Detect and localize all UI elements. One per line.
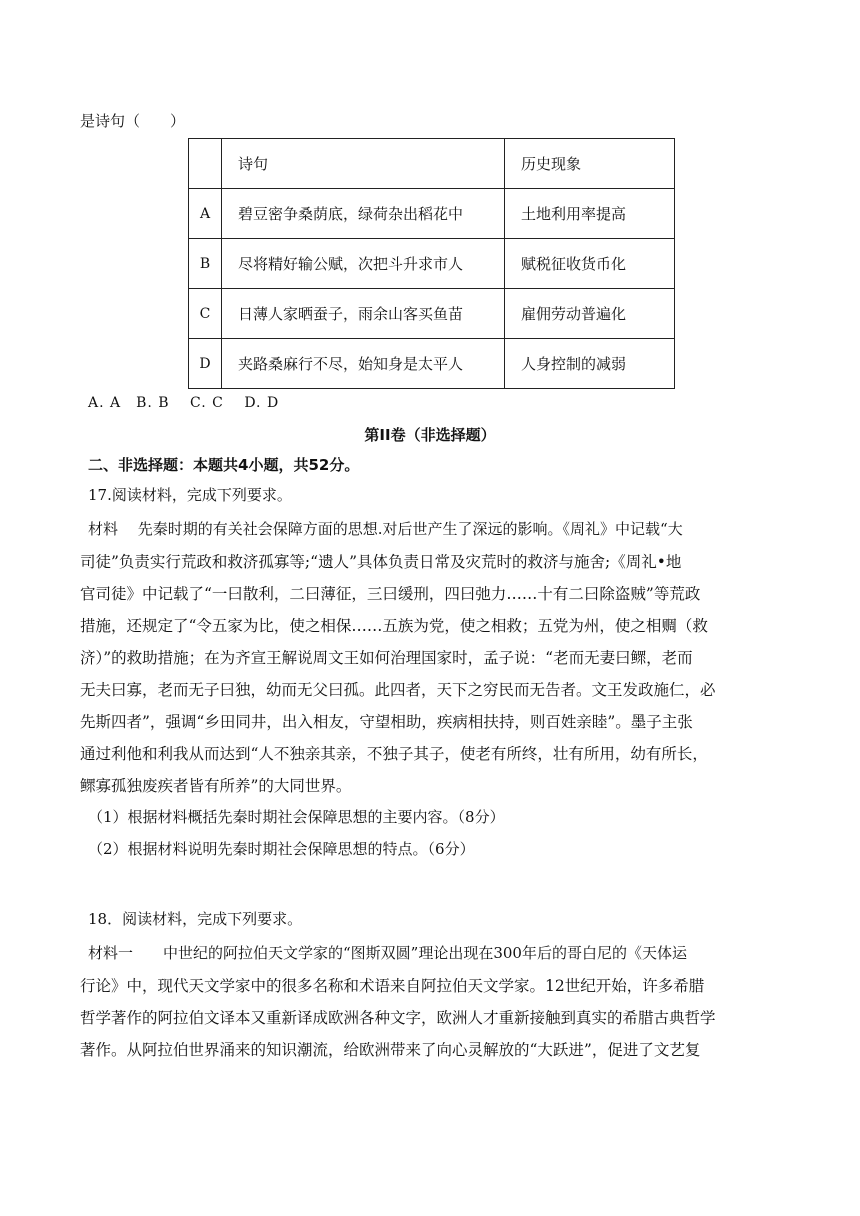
poem-cell: 夹路桑麻行不尽，始知身是太平人 bbox=[222, 339, 505, 389]
material-line: 官司徒》中记载了“一曰散利，二曰薄征，三曰缓刑，四曰弛力……十有二曰除盗贼”等荒政 bbox=[80, 585, 701, 603]
row-label: A bbox=[189, 189, 222, 239]
question-17-title: 17.阅读材料，完成下列要求。 bbox=[88, 486, 292, 504]
row-label: C bbox=[189, 289, 222, 339]
table-header-cell bbox=[189, 139, 222, 189]
material-line: 著作。从阿拉伯世界涌来的知识潮流，给欧洲带来了向心灵解放的“大跃进”，促进了文艺复 bbox=[80, 1041, 701, 1059]
row-label: D bbox=[189, 339, 222, 389]
section-title: 第II卷（非选择题） bbox=[364, 426, 496, 444]
table-header-row bbox=[189, 139, 675, 189]
material-line: 通过利他和利我从而达到“人不独亲其亲，不独子其子，使老有所终，壮有所用，幼有所长， bbox=[80, 745, 708, 763]
material-line: 材料一 中世纪的阿拉伯天文学家的“图斯双圆”理论出现在300年后的哥白尼的《天体运 bbox=[88, 944, 687, 962]
poem-cell: 日薄人家晒蚕子，雨余山客买鱼苗 bbox=[222, 289, 505, 339]
material-line: 无夫曰寡，老而无子曰独，幼而无父曰孤。此四者，天下之穷民而无告者。文王发政施仁，必 bbox=[80, 681, 716, 699]
sub-question-2: （2）根据材料说明先秦时期社会保障思想的特点。（6分） bbox=[88, 840, 475, 858]
table-header-cell: 诗句 bbox=[222, 139, 505, 189]
poem-cell: 碧豆密争桑荫底，绿荷杂出稻花中 bbox=[222, 189, 505, 239]
row-label: B bbox=[189, 239, 222, 289]
material-line: 济）”的救助措施；在为齐宣王解说周文王如何治理国家时，孟子说：“老而无妻曰鳏，老而 bbox=[80, 649, 693, 667]
material-line: 哲学著作的阿拉伯文译本又重新译成欧洲各种文字，欧洲人才重新接触到真实的希腊古典哲学 bbox=[80, 1009, 716, 1027]
question-stem-tail: 是诗句（ ） bbox=[80, 112, 186, 130]
sub-question-1: （1）根据材料概括先秦时期社会保障思想的主要内容。（8分） bbox=[88, 808, 505, 826]
material-line: 司徒”负责实行荒政和救济孤寡等;“遗人”具体负责日常及灾荒时的救济与施舍;《周礼•地 bbox=[80, 553, 682, 571]
table-row bbox=[189, 239, 675, 289]
poem-table bbox=[188, 138, 675, 389]
table-row bbox=[189, 339, 675, 389]
table-row bbox=[189, 189, 675, 239]
table-header-cell: 历史现象 bbox=[505, 139, 675, 189]
table-row bbox=[189, 289, 675, 339]
material-line: 行论》中，现代天文学家中的很多名称和术语来自阿拉伯天文学家。12世纪开始，许多希腊 bbox=[80, 977, 705, 995]
material-line: 鳏寡孤独废疾者皆有所养”的大同世界。 bbox=[80, 777, 352, 795]
material-line: 先斯四者”，强调“乡田同井，出入相友，守望相助，疾病相扶持，则百姓亲睦”。墨子主张 bbox=[80, 713, 693, 731]
material-line: 措施，还规定了“令五家为比，使之相保……五族为党，使之相救；五党为州，使之相赒（救 bbox=[80, 617, 708, 635]
question-18-title: 18．阅读材料，完成下列要求。 bbox=[88, 910, 303, 928]
phenomenon-cell: 赋税征收货币化 bbox=[505, 239, 675, 289]
phenomenon-cell: 土地利用率提高 bbox=[505, 189, 675, 239]
material-line: 材料 先秦时期的有关社会保障方面的思想.对后世产生了深远的影响。《周礼》中记载“大 bbox=[88, 520, 683, 538]
poem-cell: 尽将精好输公赋，次把斗升求市人 bbox=[222, 239, 505, 289]
answer-choices: A. A B. B C. C D. D bbox=[88, 395, 280, 411]
phenomenon-cell: 人身控制的减弱 bbox=[505, 339, 675, 389]
phenomenon-cell: 雇佣劳动普遍化 bbox=[505, 289, 675, 339]
section-heading: 二、非选择题：本题共4小题，共52分。 bbox=[88, 456, 360, 474]
